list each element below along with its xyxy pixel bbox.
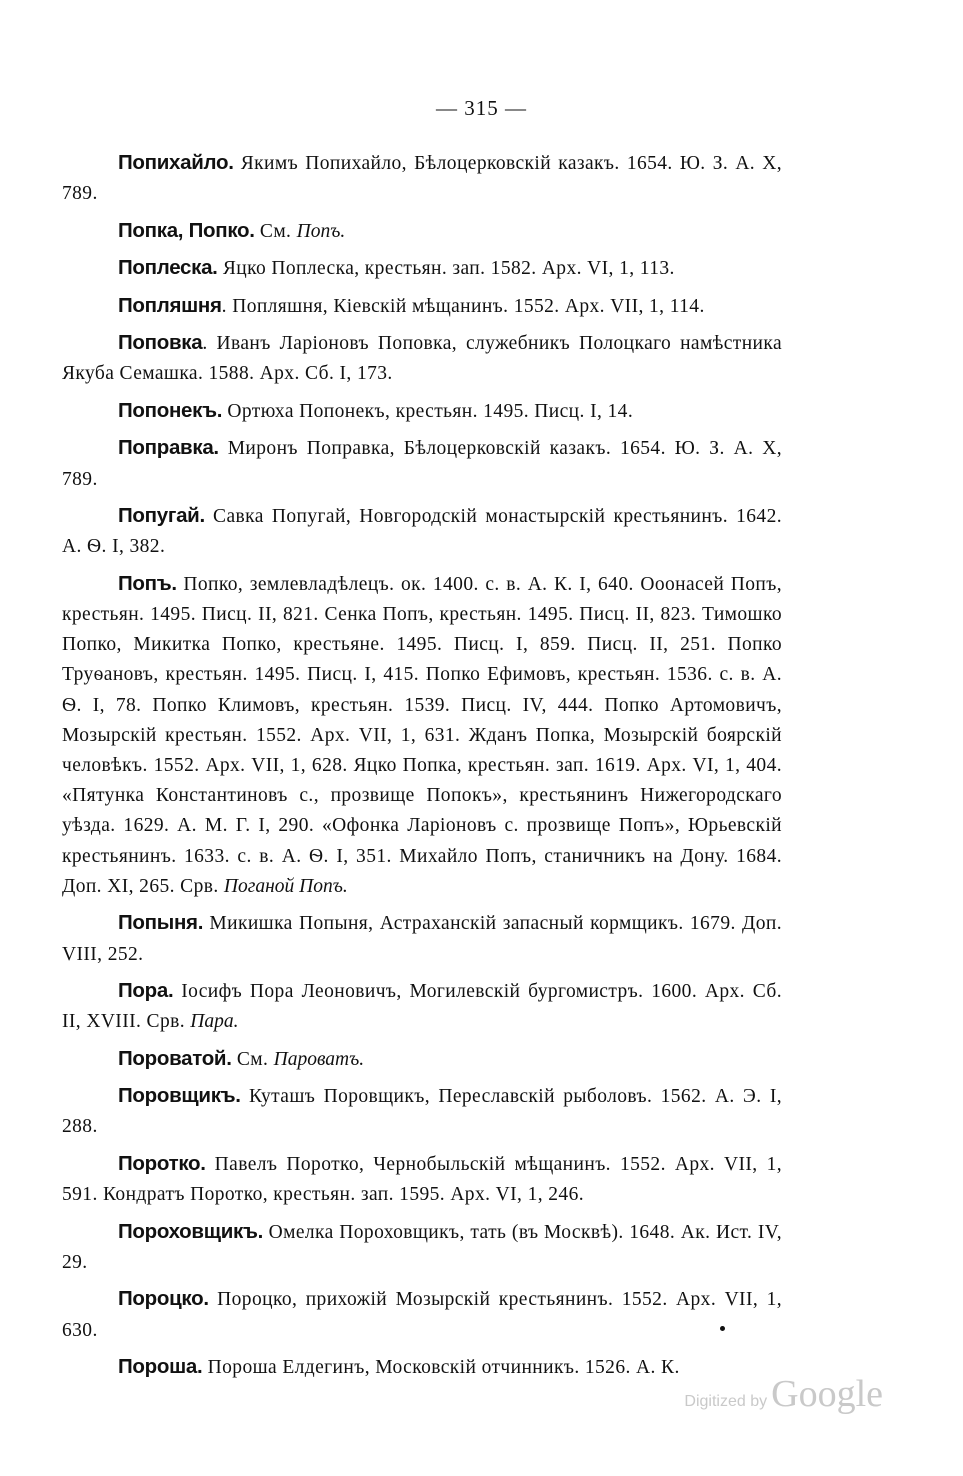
entry-text: . Попляшня, Кіевскій мѣщанинъ. 1552. Арх. VII, 1, 114. — [221, 295, 705, 317]
entry — [62, 1352, 782, 1383]
google-logo: Google — [771, 1373, 883, 1415]
headword: Пороцко. — [118, 1287, 209, 1311]
entry-text: Яцко Поплеска, крестьян. зап. 1582. Арх. VI, 1, 113. — [217, 258, 675, 280]
headword: Пороша. — [118, 1355, 203, 1379]
headword: Поправка. — [118, 436, 219, 460]
entry-text: Попко, землевладѣлецъ. ок. 1400. с. в. А. К. I, 640. Ооонасей Попъ, крестьян. 1495. Писц. II, 821. Сенка Попъ, крестьян. 1495. Писц. II, 823. Тимошко Попко, Микитка Попко, крестьяне. 1495. Писц. I, 859. Писц. II, 251. Попко Труѳановъ, крестьян. 1495. Писц. I, 415. Попко Ефимовъ, крестьян. 1536. с. в. А. Ѳ. I, 78. Попко Климовъ, крестьян. 1539. Писц. IV, 444. Попко Артомовичъ, Мозырскій крестьян. 1552. Арх. VII, 1, 631. Жданъ Попка, Мозырскій боярскій человѣкъ. 1552. Арх. VII, 1, 628. Яцко Попка, крестьян. зап. 1619. Арх. VI, 1, 404. «Пятунка Константиновъ с., прозвище Попокъ», крестьянинъ Нижегородскаго уѣзда. 1629. А. М. Г. I, 290. «Офонка Ларіоновъ с. прозвище Попъ», Юрьевскій крестьянинъ. 1633. с. в. А. Ѳ. I, 351. Михайло Попъ, станичникъ на Дону. 1684. Доп. XI, 265. Срв. — [62, 573, 782, 897]
headword: Попихайло. — [118, 151, 234, 174]
entry — [62, 1081, 782, 1142]
headword: Попонекъ. — [118, 398, 223, 422]
headword: Поротко. — [118, 1151, 206, 1175]
dictionary-entries — [62, 148, 782, 1390]
entry — [62, 216, 782, 247]
entry-text: Савка Попугай, Новгородскій монастырскій крестьянинъ. 1642. А. Ѳ. I, 382. — [62, 506, 782, 558]
entry — [62, 908, 782, 969]
entry-text: Павелъ Поротко, Чернобыльскій мѣщанинъ. 1552. Арх. VII, 1, 591. Кондратъ Поротко, крестьян. зап. 1595. Арх. VI, 1, 246. — [62, 1153, 782, 1206]
headword: Поповка — [118, 331, 203, 355]
headword: Пороховщикъ. — [118, 1219, 264, 1243]
headword: Попыня. — [118, 911, 204, 935]
entry — [62, 1149, 782, 1210]
cross-reference: Пароватъ. — [273, 1048, 365, 1070]
entry-text: . Иванъ Ларіоновъ Поповка, служебникъ Полоцкаго намѣстника Якуба Семашка. 1588. Арх. Сб. I, 173. — [62, 333, 782, 385]
entry-text: Миронъ Поправка, Бѣлоцерковскій казакъ. 1654. Ю. З. А. X, 789. — [62, 438, 782, 490]
entry — [62, 501, 782, 562]
digitized-watermark — [684, 1372, 883, 1416]
page-number: — 315 — — [436, 96, 527, 120]
entry — [62, 396, 782, 427]
entry-text: Пороцко, прихожій Мозырскій крестьянинъ. 1552. Арх. VII, 1, 630. — [62, 1289, 782, 1341]
entry-text: Куташъ Поровщикъ, Переславскій рыболовъ. 1562. А. Э. I, 288. — [62, 1086, 782, 1138]
entry — [62, 976, 782, 1037]
entry — [62, 1284, 782, 1345]
entry — [62, 1217, 782, 1278]
headword: Поровщикъ. — [118, 1084, 241, 1108]
headword: Попка, Попко. — [118, 218, 255, 242]
cross-reference: Попъ. — [296, 220, 346, 242]
headword: Пора. — [118, 979, 174, 1003]
headword: Пороватой. — [118, 1046, 232, 1070]
entry-text: Микишка Попыня, Астраханскій запасный кормщикъ. 1679. Доп. VIII, 252. — [62, 913, 782, 965]
entry — [62, 1044, 782, 1075]
headword: Попъ. — [118, 571, 177, 595]
watermark-prefix: Digitized by — [684, 1393, 768, 1410]
entry-text: См. — [231, 1048, 274, 1070]
cross-reference: Пара. — [190, 1011, 239, 1033]
entry — [62, 433, 782, 494]
headword: Попляшня — [118, 293, 222, 317]
entry-text: Іосифъ Пора Леоновичъ, Могилевскій бургомистръ. 1600. Арх. Сб. II, XVIII. Срв. — [62, 981, 782, 1033]
entry-text: Ортюха Попонекъ, крестьян. 1495. Писц. I, 14. — [222, 400, 634, 422]
entry-text: Пороша Елдегинъ, Московскій отчинникъ. 1526. А. К. — [202, 1357, 680, 1379]
entry — [62, 148, 782, 209]
entry — [62, 328, 782, 389]
entry-text: См. — [254, 220, 297, 242]
entry-text: Омелка Пороховщикъ, тать (въ Москвѣ). 1648. Ак. Ист. IV, 29. — [62, 1221, 782, 1273]
cross-reference: Поганой Попъ. — [223, 875, 348, 897]
headword: Попугай. — [118, 504, 205, 528]
headword: Поплеска. — [118, 256, 218, 280]
ink-speck — [720, 1326, 725, 1331]
entry-text: Якимъ Попихайло, Бѣлоцерковскій казакъ. 1654. Ю. З. А. X, 789. — [62, 153, 782, 205]
entry — [62, 291, 782, 322]
entry — [62, 253, 782, 284]
entry — [62, 569, 782, 902]
